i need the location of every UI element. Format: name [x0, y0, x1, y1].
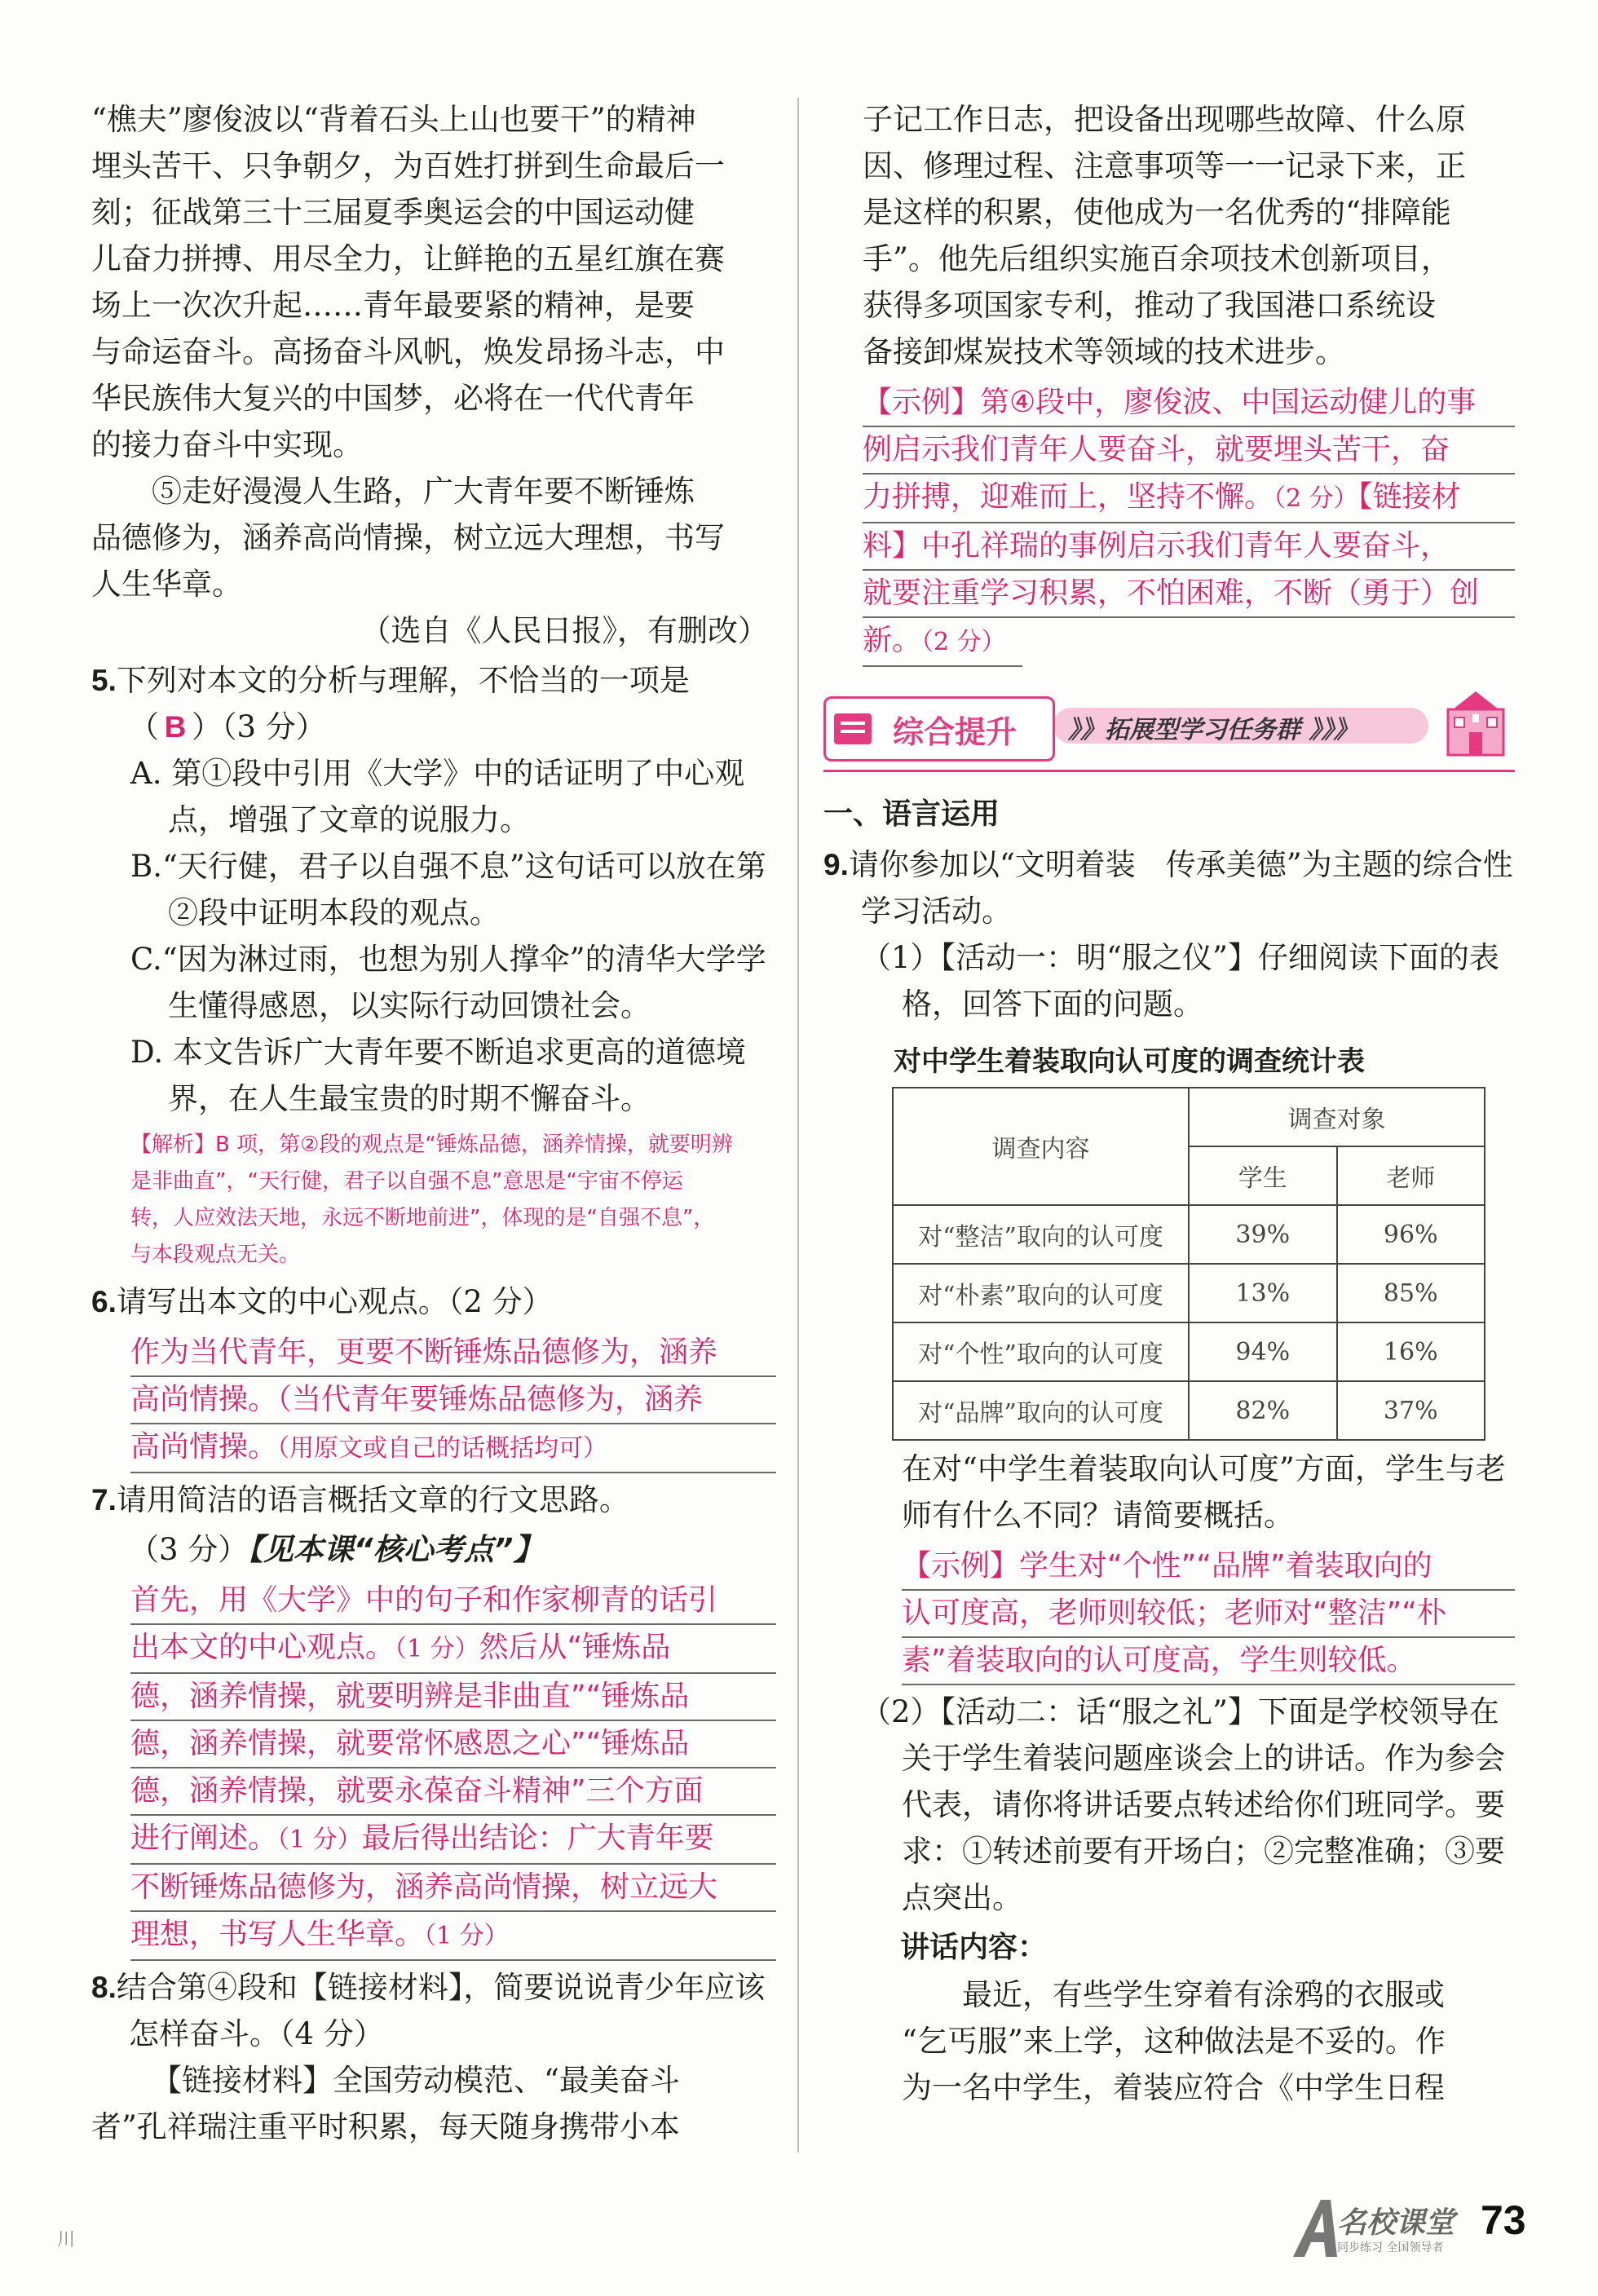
paren-close-score: ）（3 分）: [192, 709, 326, 744]
score: （3 分）: [129, 1532, 249, 1567]
answer-text: 然后从“锤炼品: [479, 1631, 671, 1664]
text-line: 儿奋力拼搏、用尽全力，让鲜艳的五星红旗在赛: [91, 241, 725, 276]
table-row: [893, 1264, 1485, 1322]
score-points: （1 分）: [424, 1922, 509, 1950]
activity-2: [823, 1689, 1515, 2111]
score-points: （2 分）: [1274, 484, 1358, 513]
answer-text: 就要注重学习积累，不怕困难，不断（勇于）创: [863, 576, 1480, 610]
logo-text: 名校课堂: [1337, 2206, 1455, 2240]
answer-line: [130, 1721, 776, 1768]
paragraph-4: [91, 96, 776, 468]
answer-text: 力拼搏，迎难而上，坚持不懈。: [863, 480, 1274, 514]
header-student: 学生: [1189, 1146, 1337, 1205]
row-student: 94%: [1189, 1322, 1337, 1381]
stem-text: 请用简洁的语言概括文章的行文思路。: [116, 1482, 629, 1517]
question-number: 7.: [91, 1483, 117, 1517]
analysis-line: 是非曲直”，“天行健，君子以自强不息”意思是“宇宙不停运: [130, 1169, 683, 1194]
text-line: 华民族伟大复兴的中国梦，必将在一代代青年: [91, 381, 695, 416]
speech-label: 讲话内容：: [900, 1931, 1048, 1964]
text-line: ⑤走好漫漫人生路，广大青年要不断锤炼: [152, 474, 695, 509]
text-line: 获得多项国家专利，推动了我国港口系统设: [863, 288, 1436, 323]
answer-block: [130, 1578, 776, 1961]
text-line: 埋头苦干、只争朝夕，为百姓打拼到生命最后一: [91, 148, 725, 183]
row-teacher: 96%: [1337, 1205, 1485, 1264]
banner-box: [823, 696, 1055, 762]
text-line: 品德修为，涵养高尚情操，树立远大理想，书写: [91, 520, 725, 555]
banner-subtitle: 》》拓展型学习任务群 》》》: [1068, 716, 1358, 744]
answer-line: [863, 571, 1515, 618]
row-item: 对“品牌”取向的认可度: [893, 1381, 1189, 1440]
text-line: “樵夫”廖俊波以“背着石头上山也要干”的精神: [91, 102, 696, 137]
answer-line: 素”着装取向的认可度高，学生则较低。: [902, 1638, 1515, 1685]
right-column: [823, 96, 1515, 2111]
core-point-ref: 【见本课“核心考点”】: [248, 1532, 544, 1567]
analysis-line: 与本段观点无关。: [130, 1243, 301, 1267]
score-points: （2 分）: [921, 628, 1006, 656]
answer-line: 认可度高，老师则较低；老师对“整洁”“朴: [902, 1591, 1515, 1638]
answer-text: 新。: [863, 624, 922, 657]
question-number: 8.: [91, 1971, 117, 2004]
row-teacher: 16%: [1337, 1322, 1485, 1381]
question-5: [91, 657, 776, 1274]
option-a: A. 第①段中引用《大学》中的话证明了中心观点，增强了文章的说服力。: [130, 756, 745, 837]
region-mark: 川: [57, 2230, 76, 2250]
question-stem: [91, 1964, 776, 2057]
stem-text: 请写出本文的中心观点。（2 分）: [116, 1284, 553, 1319]
score-points: （1 分）: [395, 1635, 479, 1663]
book-icon: [834, 713, 872, 744]
answer-text: 料】中孔祥瑞的事例启示我们青年人要奋斗，: [863, 529, 1450, 563]
text-line: 备接卸煤炭技术等领域的技术进步。: [863, 334, 1345, 369]
answer-line: [863, 618, 1022, 667]
q8-answer-block: [863, 380, 1515, 667]
text-line: 的接力奋斗中实现。: [91, 427, 363, 462]
answer-line: [130, 1674, 776, 1721]
answer-line: [863, 380, 1515, 427]
answer-text: 德，涵养情操，就要永葆奋斗精神”三个方面: [130, 1774, 704, 1808]
row-item: 对“朴素”取向的认可度: [893, 1264, 1189, 1322]
stem-text: 下列对本文的分析与理解，不恰当的一项是: [116, 663, 690, 698]
answer-line: [130, 1865, 776, 1912]
speech-line: 为一名中学生，着装应符合《中学生日程: [902, 2070, 1445, 2105]
logo-subtext: 同步练习 全国领导者: [1337, 2241, 1444, 2254]
answer-slot: [91, 704, 776, 750]
option-b: B.“天行健，君子以自强不息”这句话可以放在第②段中证明本段的观点。: [130, 849, 766, 930]
answer-line: [130, 1768, 776, 1816]
row-student: 13%: [1189, 1264, 1337, 1322]
answer-line: 作为当代青年，更要不断锤炼品德修为，涵养: [130, 1330, 776, 1377]
table-row: [893, 1381, 1485, 1440]
banner-underline: [823, 770, 1515, 772]
header-content: 调查内容: [893, 1088, 1189, 1205]
answer-text: 不断锤炼品德修为，涵养高尚情操，树立远大: [130, 1870, 718, 1904]
answer-line: [863, 523, 1515, 571]
activity-1-prompt: （1）【活动一：明“服之仪”】仔细阅读下面的表格，回答下面的问题。: [861, 940, 1499, 1022]
answer-line: [130, 1816, 776, 1865]
question-stem: [91, 657, 776, 704]
answer-text: 理想，书写人生华章。: [130, 1918, 425, 1951]
header-teacher: 老师: [1337, 1146, 1485, 1205]
answer-note: （用原文或自己的话概括均可）: [277, 1434, 608, 1463]
question-number: 9.: [823, 848, 849, 881]
row-student: 39%: [1189, 1205, 1337, 1264]
table-title: 对中学生着装取向认可度的调查统计表: [894, 1045, 1365, 1078]
answer-line: [130, 1625, 776, 1674]
row-teacher: 37%: [1337, 1381, 1485, 1440]
answer-text: 【示例】第④段中，廖俊波、中国运动健儿的事: [863, 386, 1477, 419]
link-material-continued: [823, 96, 1515, 375]
stem-text: 请你参加以“文明着装 传承美德”为主题的综合性学习活动。: [848, 847, 1513, 929]
score-points: （1 分）: [277, 1826, 362, 1854]
answer-line: 高尚情操。（当代青年要锤炼品德修为，涵养: [130, 1377, 776, 1424]
stem-text: 结合第④段和【链接材料】，简要说说青少年应该怎样奋斗。（4 分）: [116, 1970, 766, 2051]
paren-open: （: [129, 709, 159, 744]
activity-2-prompt: （2）【活动二：话“服之礼”】下面是学校领导在关于学生着装问题座谈会上的讲话。作为参会代表，请你将讲话要点转述给你们班同学。要求：①转述前要有开场白；②完整准确；③要点突出。: [861, 1694, 1505, 1915]
answer-letter: B: [164, 710, 187, 744]
question-number: 5.: [91, 664, 117, 697]
answer-line: [863, 475, 1515, 523]
activity-1-question: 在对“中学生着装取向认可度”方面，学生与老师有什么不同？请简要概括。: [902, 1451, 1506, 1533]
table-row: [893, 1205, 1485, 1264]
source-citation: （选自《人民日报》，有删改）: [360, 613, 768, 648]
answer-line: 【示例】学生对“个性”“品牌”着装取向的: [902, 1543, 1515, 1591]
question-stem: [823, 841, 1515, 934]
table-row: [893, 1322, 1485, 1381]
option-d: D. 本文告诉广大青年要不断追求更高的道德境界，在人生最宝贵的时期不懈奋斗。: [130, 1035, 746, 1116]
answer-line: [863, 427, 1515, 475]
question-stem: [91, 1477, 776, 1523]
answer-text: 首先，用《大学》中的句子和作家柳青的话引: [130, 1583, 718, 1617]
activity-1: [823, 934, 1515, 1685]
text-line: 场上一次次升起……青年最要紧的精神，是要: [91, 288, 695, 323]
question-8: [91, 1964, 776, 2150]
table-header-row: [893, 1088, 1485, 1146]
left-column: [91, 96, 776, 2150]
text-line: 因、修理过程、注意事项等一一记录下来，正: [863, 148, 1466, 183]
question-7: [91, 1477, 776, 1961]
speech-line: “乞丐服”来上学，这种做法是不妥的。作: [902, 2024, 1446, 2059]
row-teacher: 85%: [1337, 1264, 1485, 1322]
question-number: 6.: [91, 1285, 117, 1318]
question-9: [823, 841, 1515, 2111]
speech-content: [861, 1971, 1515, 2111]
option-c: C.“因为淋过雨，也想为别人撑伞”的清华大学学生懂得感恩，以实际行动回馈社会。: [130, 942, 766, 1023]
paragraph-5: [91, 468, 776, 607]
answer-line: [130, 1424, 776, 1473]
answer-block: [130, 1330, 776, 1473]
text-line: 手”。他先后组织实施百余项技术创新项目，: [863, 241, 1451, 276]
text-line: 刻；征战第三十三届夏季奥运会的中国运动健: [91, 195, 695, 230]
activity-1-answer: [902, 1543, 1515, 1685]
answer-text: 德，涵养情操，就要明辨是非曲直”“锤炼品: [130, 1680, 690, 1713]
header-target: 调查对象: [1189, 1088, 1485, 1146]
survey-table: [892, 1087, 1485, 1441]
page-number: 73: [1481, 2197, 1526, 2243]
answer-line: [130, 1578, 776, 1625]
text-line: 与命运奋斗。高扬奋斗风帆，焕发昂扬斗志，中: [91, 334, 725, 369]
publisher-logo: [1288, 2193, 1484, 2263]
answer-text: 进行阐述。: [130, 1821, 278, 1855]
link-material-line: 者”孔祥瑞注重平时积累，每天随身携带小本: [91, 2109, 680, 2144]
analysis-line: 【解析】B 项，第②段的观点是“锤炼品德，涵养情操，就要明辨: [130, 1133, 733, 1157]
banner-title: 综合提升: [893, 714, 1018, 750]
analysis-note: [130, 1127, 776, 1274]
section-heading: 一、语言运用: [823, 797, 1000, 831]
question-score-ref: [91, 1526, 776, 1573]
row-student: 82%: [1189, 1381, 1337, 1440]
row-item: 对“个性”取向的认可度: [893, 1322, 1189, 1381]
text-line: 是这样的积累，使他成为一名优秀的“排障能: [863, 195, 1451, 230]
question-6: [91, 1278, 776, 1473]
row-item: 对“整洁”取向的认可度: [893, 1205, 1189, 1264]
answer-text: 出本文的中心观点。: [130, 1631, 395, 1664]
analysis-line: 转，人应效法天地，永远不断地前进”，体现的是“自强不息”，: [130, 1206, 715, 1230]
link-material-line: 【链接材料】全国劳动模范、“最美奋斗: [152, 2063, 680, 2098]
answer-text: 例启示我们青年人要奋斗，就要埋头苦干，奋: [863, 433, 1450, 466]
school-building-icon: [1437, 685, 1515, 763]
text-line: 子记工作日志，把设备出现哪些故障、什么原: [863, 102, 1466, 137]
column-divider: [797, 98, 799, 2152]
text-line: 人生华章。: [91, 567, 242, 602]
section-banner: [823, 685, 1515, 783]
question-stem: [91, 1278, 776, 1325]
answer-text: 德，涵养情操，就要常怀感恩之心”“锤炼品: [130, 1727, 690, 1760]
answer-text: 高尚情操。: [130, 1430, 278, 1464]
speech-line: 最近，有些学生穿着有涂鸦的衣服或: [962, 1977, 1445, 2012]
answer-text: 最后得出结论：广大青年要: [361, 1821, 714, 1855]
answer-line: [130, 1912, 776, 1961]
answer-text: 【链接材: [1357, 480, 1461, 514]
